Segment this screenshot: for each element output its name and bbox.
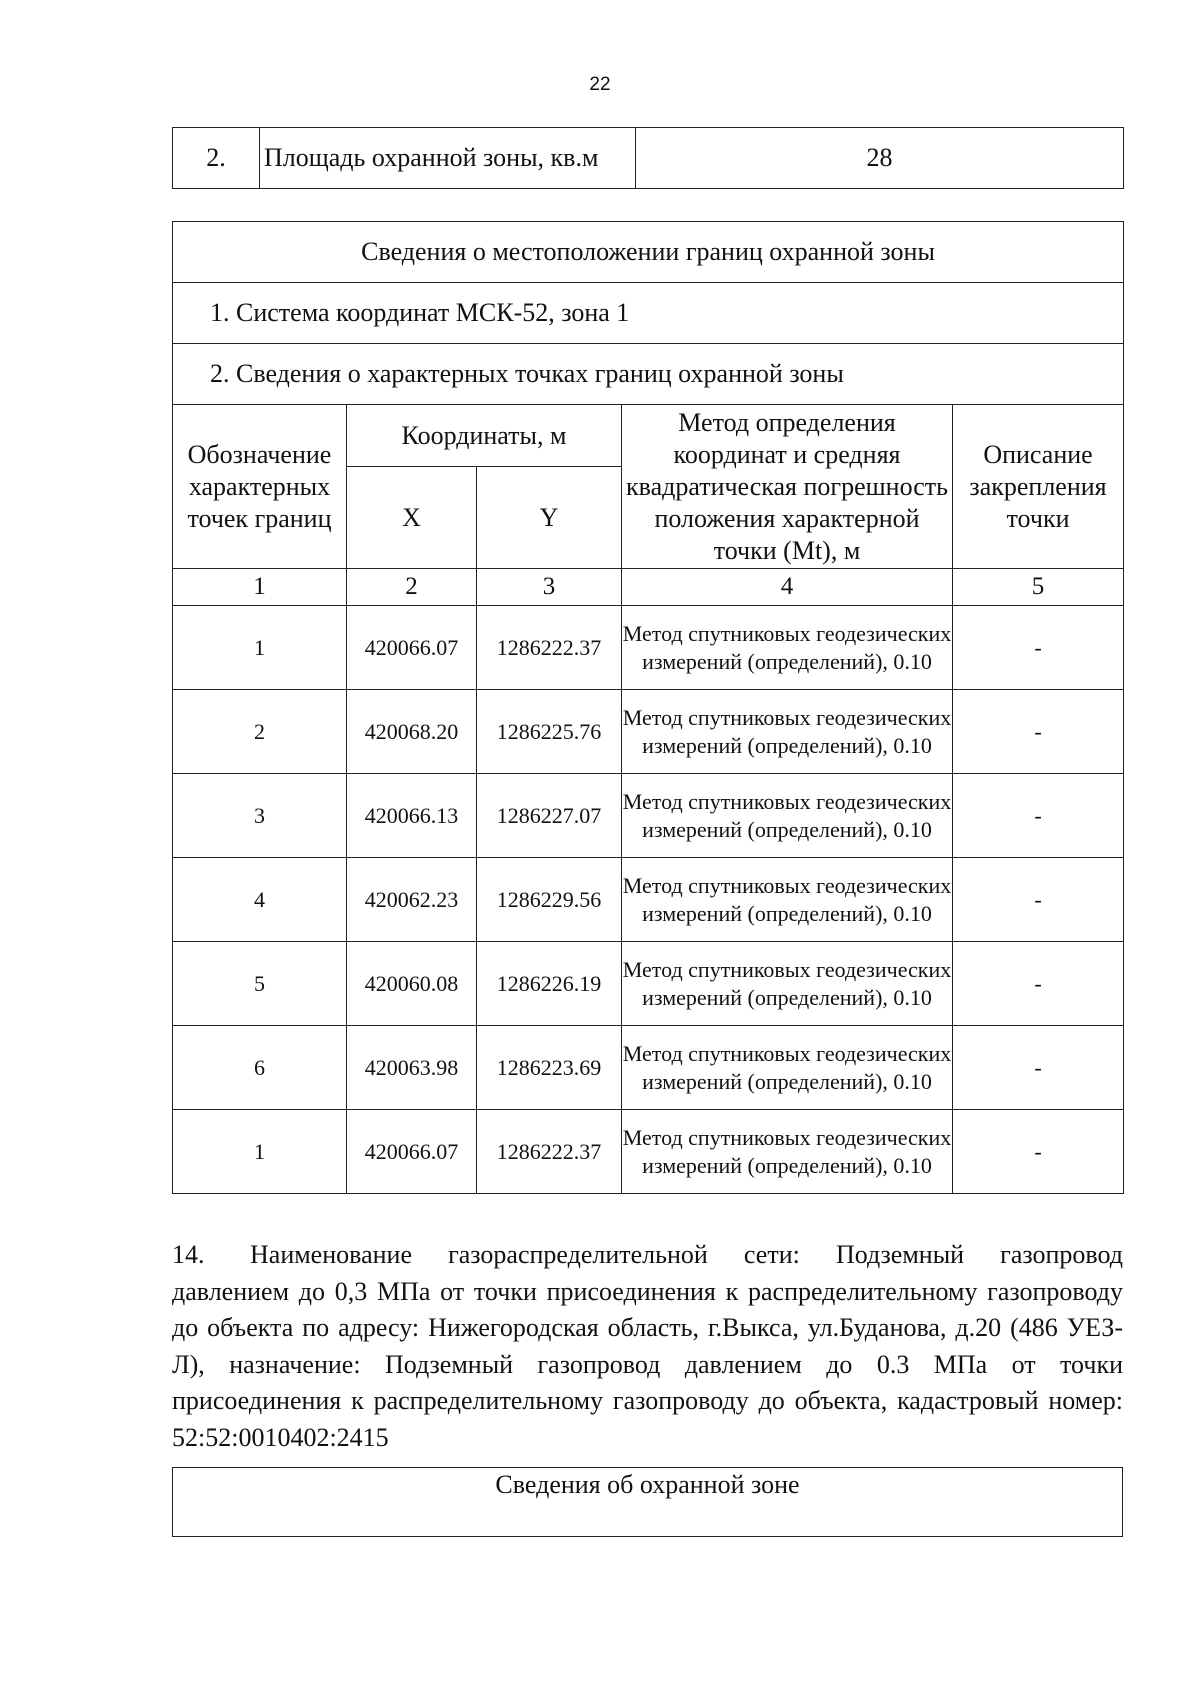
zone-boundaries-table <box>172 221 1124 1194</box>
cell-point: 3 <box>173 774 347 858</box>
table-row <box>173 1110 1124 1194</box>
cell-point: 1 <box>173 606 347 690</box>
column-number: 4 <box>622 569 953 606</box>
cell-description: - <box>953 606 1124 690</box>
cell-point: 4 <box>173 858 347 942</box>
header-description: Описание закрепления точки <box>953 405 1124 569</box>
section-14-paragraph <box>172 1237 1123 1457</box>
protected-zone-box <box>172 1467 1123 1537</box>
area-table <box>172 127 1124 189</box>
cell-point: 2 <box>173 690 347 774</box>
cell-method: Метод спутниковых геодезических измерений (определений), 0.10 <box>622 690 953 774</box>
area-row-label: Площадь охранной зоны, кв.м <box>260 128 636 189</box>
cell-y: 1286222.37 <box>477 606 622 690</box>
zone-table-title-row <box>173 222 1124 283</box>
area-row-value: 28 <box>636 128 1124 189</box>
header-method: Метод определения координат и средняя квадратическая погрешность положения характерной точки (Mt), м <box>622 405 953 569</box>
cell-method: Метод спутниковых геодезических измерений (определений), 0.10 <box>622 606 953 690</box>
cell-point: 6 <box>173 1026 347 1110</box>
table-row <box>173 690 1124 774</box>
header-row-1 <box>173 405 1124 467</box>
section-14-text: Наименование газораспределительной сети: Подземный газопровод давлением до 0,3 МПа от точки присоединения к распределительному газопроводу до объекта по адресу: Нижегородская область, г.Выкса, ул.Буданова, д.20 (486 УЕЗ-Л), назначение: Подземный газопровод давлением до 0.3 МПа от точки присоединения к распределительному газопроводу до объекта, кадастровый номер: 52:52:0010402:2415 <box>172 1240 1123 1452</box>
table-row <box>173 858 1124 942</box>
cell-method: Метод спутниковых геодезических измерений (определений), 0.10 <box>622 774 953 858</box>
cell-y: 1286226.19 <box>477 942 622 1026</box>
table-row <box>173 774 1124 858</box>
column-number: 2 <box>347 569 477 606</box>
table-row <box>173 606 1124 690</box>
header-x: X <box>347 467 477 569</box>
cell-x: 420066.07 <box>347 1110 477 1194</box>
cell-point: 5 <box>173 942 347 1026</box>
cell-method: Метод спутниковых геодезических измерений (определений), 0.10 <box>622 858 953 942</box>
column-number: 1 <box>173 569 347 606</box>
cell-y: 1286223.69 <box>477 1026 622 1110</box>
coord-system-text: 1. Система координат МСК-52, зона 1 <box>173 283 1124 344</box>
zone-table-title: Сведения о местоположении границ охранной зоны <box>173 222 1124 283</box>
cell-description: - <box>953 774 1124 858</box>
cell-description: - <box>953 1110 1124 1194</box>
cell-description: - <box>953 942 1124 1026</box>
cell-method: Метод спутниковых геодезических измерений (определений), 0.10 <box>622 942 953 1026</box>
cell-x: 420060.08 <box>347 942 477 1026</box>
column-number: 5 <box>953 569 1124 606</box>
cell-point: 1 <box>173 1110 347 1194</box>
protected-zone-title: Сведения об охранной зоне <box>495 1470 800 1499</box>
section-14-number: 14. <box>172 1240 205 1269</box>
column-number: 3 <box>477 569 622 606</box>
cell-description: - <box>953 690 1124 774</box>
cell-x: 420068.20 <box>347 690 477 774</box>
cell-description: - <box>953 858 1124 942</box>
cell-x: 420063.98 <box>347 1026 477 1110</box>
cell-y: 1286225.76 <box>477 690 622 774</box>
column-numbers-row <box>173 569 1124 606</box>
cell-x: 420066.07 <box>347 606 477 690</box>
points-title-text: 2. Сведения о характерных точках границ охранной зоны <box>173 344 1124 405</box>
header-y: Y <box>477 467 622 569</box>
table-row <box>173 942 1124 1026</box>
cell-x: 420066.13 <box>347 774 477 858</box>
cell-method: Метод спутниковых геодезических измерений (определений), 0.10 <box>622 1026 953 1110</box>
cell-description: - <box>953 1026 1124 1110</box>
cell-y: 1286229.56 <box>477 858 622 942</box>
header-coordinates: Координаты, м <box>347 405 622 467</box>
coord-system-row <box>173 283 1124 344</box>
cell-method: Метод спутниковых геодезических измерений (определений), 0.10 <box>622 1110 953 1194</box>
cell-y: 1286222.37 <box>477 1110 622 1194</box>
area-row-number: 2. <box>173 128 260 189</box>
points-title-row <box>173 344 1124 405</box>
header-designation: Обозначение характерных точек границ <box>173 405 347 569</box>
cell-x: 420062.23 <box>347 858 477 942</box>
table-row <box>173 1026 1124 1110</box>
cell-y: 1286227.07 <box>477 774 622 858</box>
area-row <box>173 128 1124 189</box>
page-number: 22 <box>589 74 611 95</box>
